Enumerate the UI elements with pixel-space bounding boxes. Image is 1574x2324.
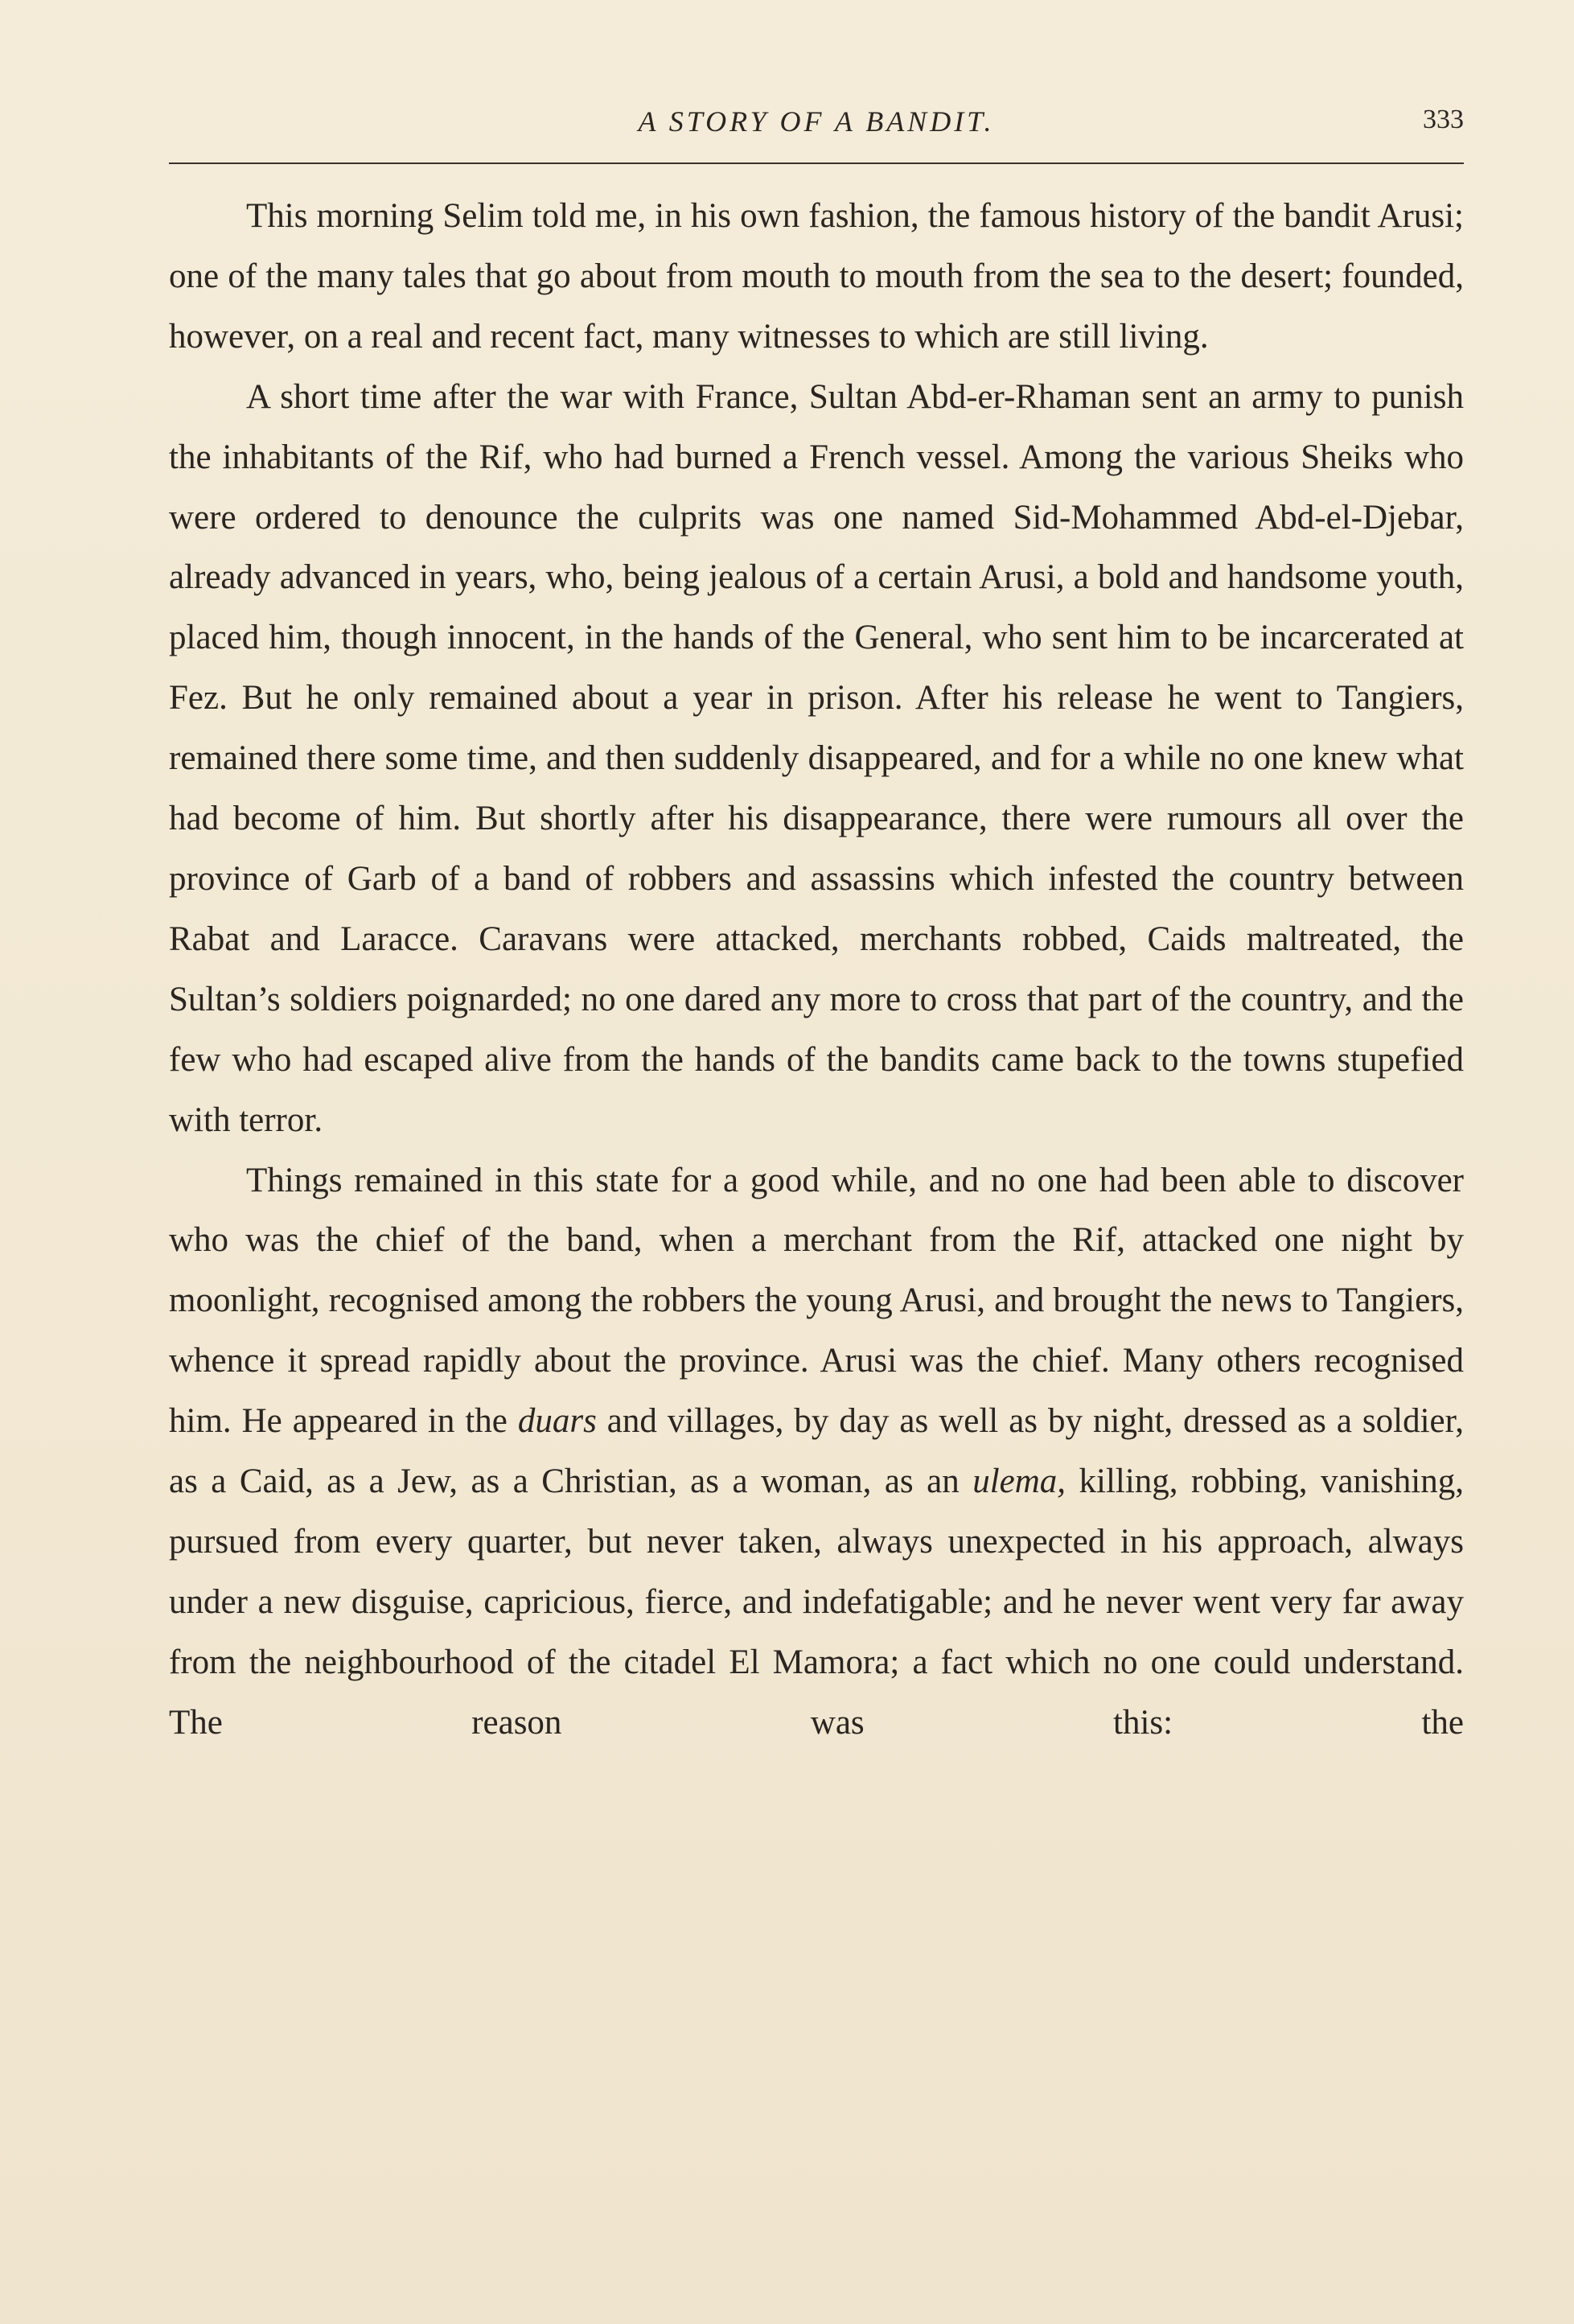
paragraph-3: [169, 1151, 1464, 1754]
italic-ulema: ulema,: [972, 1462, 1066, 1501]
body-text: [169, 187, 1464, 1754]
paragraph-3-part-1: Things remained in this state for a good while, and no one had been able to discover who was the chief of the band, when a merchant from the Rif, attacked one night by moonlight, recognised among the robbers the young Arusi, and brought the news to Tangiers, whence it spread rapidly about the province. Arusi was the chief. Many others recognised him. He appeared in the: [169, 1161, 1464, 1441]
paragraph-3-part-3: killing, robbing, vanishing, pursued from every quarter, but never taken, always unexpected in his approach, always under a new disguise, capricious, fierce, and indefatigable; and he never went very far away from the neighbourhood of the citadel El Mamora; a fact which no one could understand. The reason was this: the: [169, 1462, 1464, 1742]
header-rule: [169, 162, 1464, 164]
paragraph-1: This morning Selim told me, in his own fashion, the famous history of the bandit Arusi; one of the many tales that go about from mouth to mouth from the sea to the desert; founded, however, on a real and recent fact, many witnesses to which are still living.: [169, 197, 1464, 356]
running-head: [169, 105, 1464, 153]
paragraph-3-part-2: and villages, by day as well as by night, dressed as a soldier, as a Caid, as a Jew, as a Christian, as a woman, as an: [169, 1402, 1464, 1501]
running-title: A STORY OF A BANDIT.: [638, 105, 995, 138]
page-number: 333: [1423, 105, 1464, 134]
italic-duars: duars: [517, 1402, 597, 1441]
paragraph-2: A short time after the war with France, Sultan Abd-er-Rhaman sent an army to punish the inhabitants of the Rif, who had burned a French vessel. Among the various Sheiks who were ordered to denounce the culprits was one named Sid-Mohammed Abd-el-Djebar, already advanced in years, who, being jealous of a certain Arusi, a bold and handsome youth, placed him, though innocent, in the hands of the General, who sent him to be incarcerated at Fez. But he only remained about a year in prison. After his release he went to Tangiers, remained there some time, and then suddenly disappeared, and for a while no one knew what had become of him. But shortly after his disappearance, there were rumours all over the province of Garb of a band of robbers and assassins which infested the country between Rabat and Laracce. Caravans were attacked, merchants robbed, Caids maltreated, the Sultan’s soldiers poignarded; no one dared any more to cross that part of the country, and the few who had escaped alive from the hands of the bandits came back to the towns stupefied with terror.: [169, 377, 1464, 1139]
